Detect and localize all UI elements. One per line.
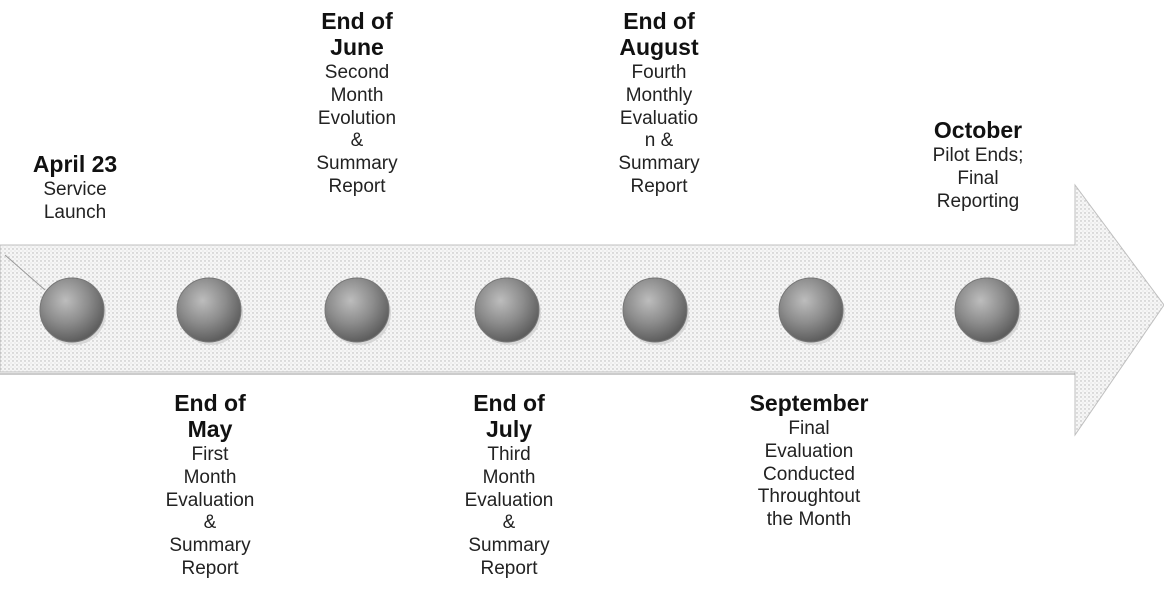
milestone-description: Second Month Evolution & Summary Report: [316, 61, 398, 197]
milestone-description: Pilot Ends; Final Reporting: [932, 144, 1024, 212]
milestone-september: [719, 390, 899, 532]
milestone-title: October: [933, 117, 1023, 143]
milestone-description: Third Month Evaluation & Summary Report: [464, 443, 554, 579]
timeline-marker-4: [475, 278, 539, 342]
timeline-marker-2: [177, 278, 241, 342]
milestone-description: First Month Evaluation & Summary Report: [165, 443, 255, 579]
timeline-marker-1: [40, 278, 104, 342]
timeline-marker-3: [325, 278, 389, 342]
milestone-end-of-august: [579, 8, 739, 199]
milestone-title: End of June: [321, 8, 393, 60]
milestone-title: End of August: [619, 8, 699, 60]
milestone-october: [888, 117, 1068, 213]
milestone-april-23: [0, 151, 155, 225]
milestone-description: Final Evaluation Conducted Throughtout the Month: [757, 417, 861, 531]
milestone-title: September: [749, 390, 869, 416]
milestone-title: April 23: [32, 151, 118, 177]
milestone-description: Service Launch: [43, 178, 107, 223]
timeline-marker-6: [779, 278, 843, 342]
milestone-title: End of May: [174, 390, 246, 442]
timeline-marker-7: [955, 278, 1019, 342]
milestone-end-of-may: [130, 390, 290, 581]
milestone-title: End of July: [473, 390, 545, 442]
milestone-end-of-july: [429, 390, 589, 581]
milestone-description: Fourth Monthly Evaluatio n & Summary Report: [618, 61, 700, 197]
timeline-marker-5: [623, 278, 687, 342]
milestone-end-of-june: [277, 8, 437, 199]
